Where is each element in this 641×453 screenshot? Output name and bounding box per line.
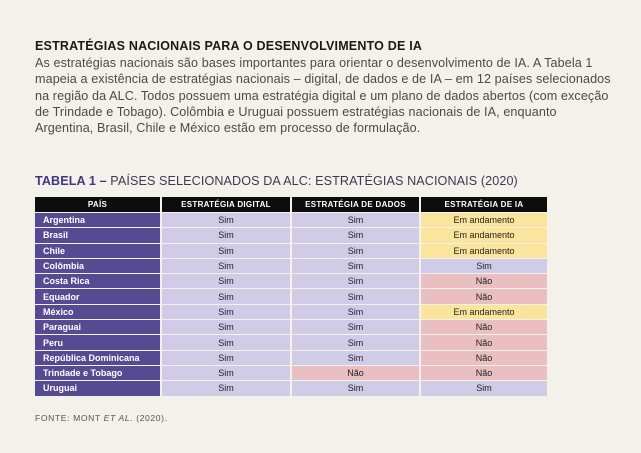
cell-digital: Sim (162, 320, 290, 335)
cell-country: Trindade e Tobago (35, 366, 160, 381)
cell-digital: Sim (162, 289, 290, 304)
cell-country: Paraguai (35, 320, 160, 335)
table-row (35, 335, 547, 350)
cell-digital: Sim (162, 381, 290, 396)
cell-data: Sim (292, 228, 419, 243)
cell-data: Sim (292, 305, 419, 320)
source-footnote (35, 413, 168, 423)
header-ai: ESTRATÉGIA DE IA (421, 197, 547, 213)
table-row (35, 366, 547, 381)
cell-digital: Sim (162, 351, 290, 366)
cell-country: Brasil (35, 228, 160, 243)
header-data: ESTRATÉGIA DE DADOS (292, 197, 419, 213)
table-row (35, 305, 547, 320)
cell-ai: Em andamento (421, 228, 547, 243)
cell-digital: Sim (162, 335, 290, 350)
table-row (35, 351, 547, 366)
table-row (35, 381, 547, 396)
cell-data: Sim (292, 335, 419, 350)
cell-data: Sim (292, 289, 419, 304)
table-row (35, 228, 547, 243)
footnote-italic: ET AL. (103, 413, 134, 423)
cell-digital: Sim (162, 274, 290, 289)
header-country: PAÍS (35, 197, 160, 213)
cell-digital: Sim (162, 228, 290, 243)
cell-ai: Sim (421, 259, 547, 274)
cell-data: Sim (292, 381, 419, 396)
header-digital: ESTRATÉGIA DIGITAL (162, 197, 290, 213)
table-body (35, 213, 547, 397)
table-row (35, 274, 547, 289)
cell-data: Sim (292, 351, 419, 366)
footnote-suffix: (2020). (133, 413, 168, 423)
cell-digital: Sim (162, 213, 290, 228)
table-header-row (35, 197, 547, 213)
strategies-table (33, 197, 549, 397)
cell-ai: Não (421, 366, 547, 381)
cell-country: Chile (35, 244, 160, 259)
table-row (35, 259, 547, 274)
cell-ai: Não (421, 320, 547, 335)
table-title-lead: TABELA 1 – (35, 174, 107, 188)
cell-data: Sim (292, 274, 419, 289)
cell-ai: Em andamento (421, 213, 547, 228)
cell-digital: Sim (162, 244, 290, 259)
cell-country: Costa Rica (35, 274, 160, 289)
cell-country: México (35, 305, 160, 320)
cell-data: Não (292, 366, 419, 381)
cell-ai: Não (421, 351, 547, 366)
footnote-prefix: FONTE: MONT (35, 413, 104, 423)
cell-country: Uruguai (35, 381, 160, 396)
cell-ai: Sim (421, 381, 547, 396)
cell-digital: Sim (162, 366, 290, 381)
table-title-rest: PAÍSES SELECIONADOS DA ALC: ESTRATÉGIAS NACIONAIS (2020) (106, 174, 518, 188)
section-heading: ESTRATÉGIAS NACIONAIS PARA O DESENVOLVIMENTO DE IA (35, 39, 423, 53)
cell-ai: Não (421, 289, 547, 304)
cell-data: Sim (292, 259, 419, 274)
cell-country: Equador (35, 289, 160, 304)
cell-ai: Em andamento (421, 244, 547, 259)
cell-digital: Sim (162, 259, 290, 274)
cell-ai: Em andamento (421, 305, 547, 320)
table-title (35, 174, 518, 188)
cell-country: Peru (35, 335, 160, 350)
intro-paragraph: As estratégias nacionais são bases importantes para orientar o desenvolvimento de IA. A Tabela 1 mapeia a existência de estratégias nacionais – digital, de dados e de IA – em 12 países selecionados na região da ALC. Todos possuem uma estratégia digital e um plano de dados abertos (com exceção de Trindade e Tobago). Colômbia e Uruguai possuem estratégias nacionais de IA, enquanto Argentina, Brasil, Chile e México estão em processo de formulação. (35, 56, 611, 136)
cell-country: Colômbia (35, 259, 160, 274)
cell-country: Argentina (35, 213, 160, 228)
cell-ai: Não (421, 335, 547, 350)
cell-data: Sim (292, 320, 419, 335)
table-row (35, 244, 547, 259)
table-row (35, 289, 547, 304)
table-row (35, 213, 547, 228)
cell-ai: Não (421, 274, 547, 289)
cell-data: Sim (292, 213, 419, 228)
table-row (35, 320, 547, 335)
cell-digital: Sim (162, 305, 290, 320)
cell-country: República Dominicana (35, 351, 160, 366)
cell-data: Sim (292, 244, 419, 259)
